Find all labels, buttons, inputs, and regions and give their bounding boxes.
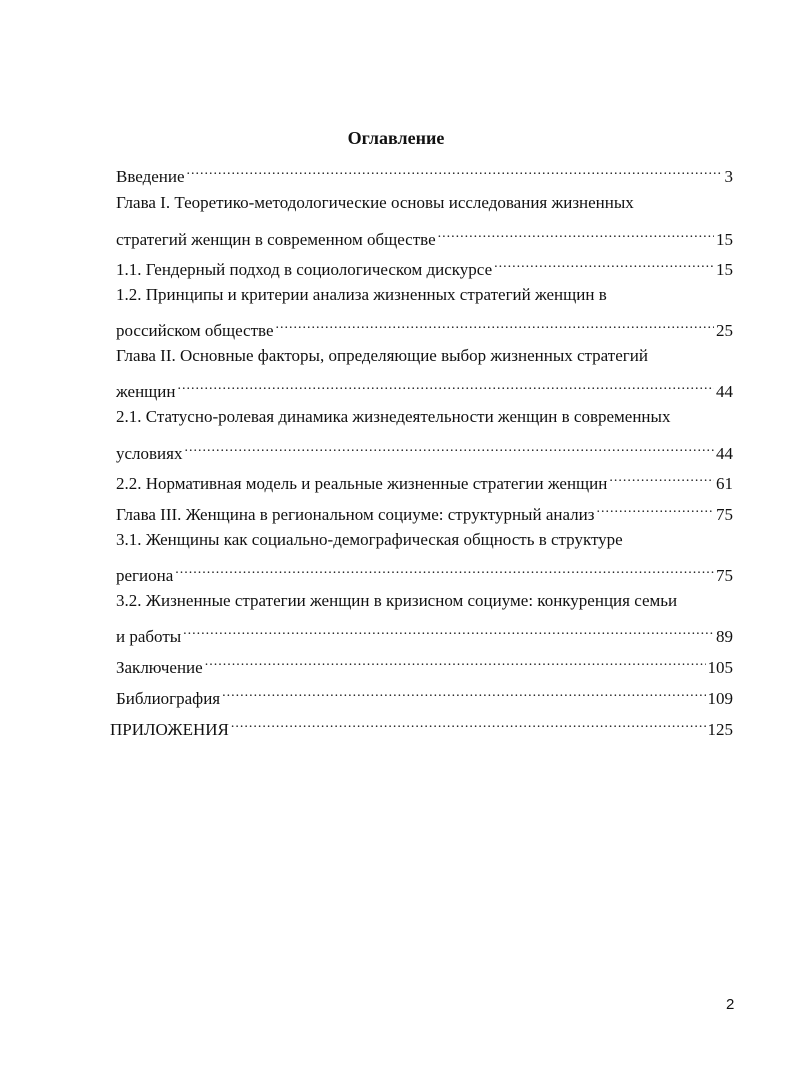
- dot-leader: [222, 682, 705, 704]
- dot-leader: [184, 437, 714, 459]
- toc-entry-section-2-1-line1[interactable]: 2.1. Статусно-ролевая динамика жизнедеятельности женщин в современных: [116, 407, 671, 426]
- toc-entry-conclusion[interactable]: [116, 651, 733, 679]
- dot-leader: [494, 253, 714, 275]
- toc-entry-label: Глава III. Женщина в региональном социуме: структурный анализ: [116, 505, 595, 524]
- toc-entry-section-2-2[interactable]: [116, 467, 733, 495]
- toc-entry-chapter-2[interactable]: [116, 375, 733, 403]
- toc-entry-section-3-2[interactable]: [116, 620, 733, 648]
- dot-leader: [231, 713, 706, 735]
- toc-title: Оглавление: [347, 128, 445, 148]
- toc-entry-label: Библиография: [116, 689, 221, 708]
- toc-entry-label: женщин: [116, 382, 176, 401]
- toc-entry-introduction[interactable]: [116, 160, 733, 188]
- dot-leader: [175, 559, 714, 581]
- toc-entry-chapter-1[interactable]: [116, 223, 733, 251]
- toc-entry-label: российском обществе: [116, 321, 274, 340]
- toc-entry-label: Введение: [116, 167, 185, 186]
- toc-entry-chapter-1-line1[interactable]: Глава I. Теоретико-методологические основы исследования жизненных: [116, 193, 634, 212]
- toc-entry-label: региона: [116, 566, 174, 585]
- toc-entry-label: Заключение: [116, 658, 203, 677]
- toc-entry-label: условиях: [116, 444, 183, 463]
- toc-entry-page: 15: [716, 260, 733, 279]
- dot-leader: [276, 314, 715, 336]
- toc-entry-bibliography[interactable]: [116, 682, 733, 710]
- dot-leader: [596, 498, 714, 520]
- toc-entry-page: 75: [716, 566, 733, 585]
- dot-leader: [187, 160, 723, 182]
- dot-leader: [205, 651, 706, 673]
- toc-entry-section-3-1[interactable]: [116, 559, 733, 587]
- toc-entry-page: 44: [716, 444, 733, 463]
- toc-entry-chapter-2-line1[interactable]: Глава II. Основные факторы, определяющие выбор жизненных стратегий: [116, 346, 648, 365]
- toc-entry-section-1-1[interactable]: [116, 253, 733, 281]
- toc-entry-page: 125: [707, 720, 733, 739]
- dot-leader: [438, 223, 714, 245]
- toc-entry-section-3-1-line1[interactable]: 3.1. Женщины как социально-демографическая общность в структуре: [116, 530, 623, 549]
- toc-entry-page: 25: [716, 321, 733, 340]
- toc-entry-page: 109: [707, 689, 733, 708]
- page-number: 2: [726, 996, 735, 1013]
- toc-entry-page: 105: [707, 658, 733, 677]
- toc-entry-label: и работы: [116, 627, 182, 646]
- toc-entry-page: 75: [716, 505, 733, 524]
- toc-entry-label: стратегий женщин в современном обществе: [116, 230, 436, 249]
- dot-leader: [609, 467, 714, 489]
- toc-entry-section-1-2-line1[interactable]: 1.2. Принципы и критерии анализа жизненных стратегий женщин в: [116, 285, 607, 304]
- toc-entry-page: 15: [716, 230, 733, 249]
- dot-leader: [183, 620, 714, 642]
- toc-entry-chapter-3[interactable]: [116, 498, 733, 526]
- toc-entry-page: 89: [716, 627, 733, 646]
- toc-entry-label: 1.1. Гендерный подход в социологическом дискурсе: [116, 260, 493, 279]
- toc-entry-page: 3: [724, 167, 733, 186]
- toc-entry-appendices[interactable]: [110, 713, 733, 741]
- toc-entry-page: 61: [716, 474, 733, 493]
- toc-entry-label: ПРИЛОЖЕНИЯ: [110, 720, 229, 739]
- toc-entry-section-2-1[interactable]: [116, 437, 733, 465]
- toc-entry-page: 44: [716, 382, 733, 401]
- dot-leader: [177, 375, 714, 397]
- toc-entry-section-1-2[interactable]: [116, 314, 733, 342]
- toc-entry-label: 2.2. Нормативная модель и реальные жизненные стратегии женщин: [116, 474, 608, 493]
- toc-entry-section-3-2-line1[interactable]: 3.2. Жизненные стратегии женщин в кризисном социуме: конкуренция семьи: [116, 591, 678, 610]
